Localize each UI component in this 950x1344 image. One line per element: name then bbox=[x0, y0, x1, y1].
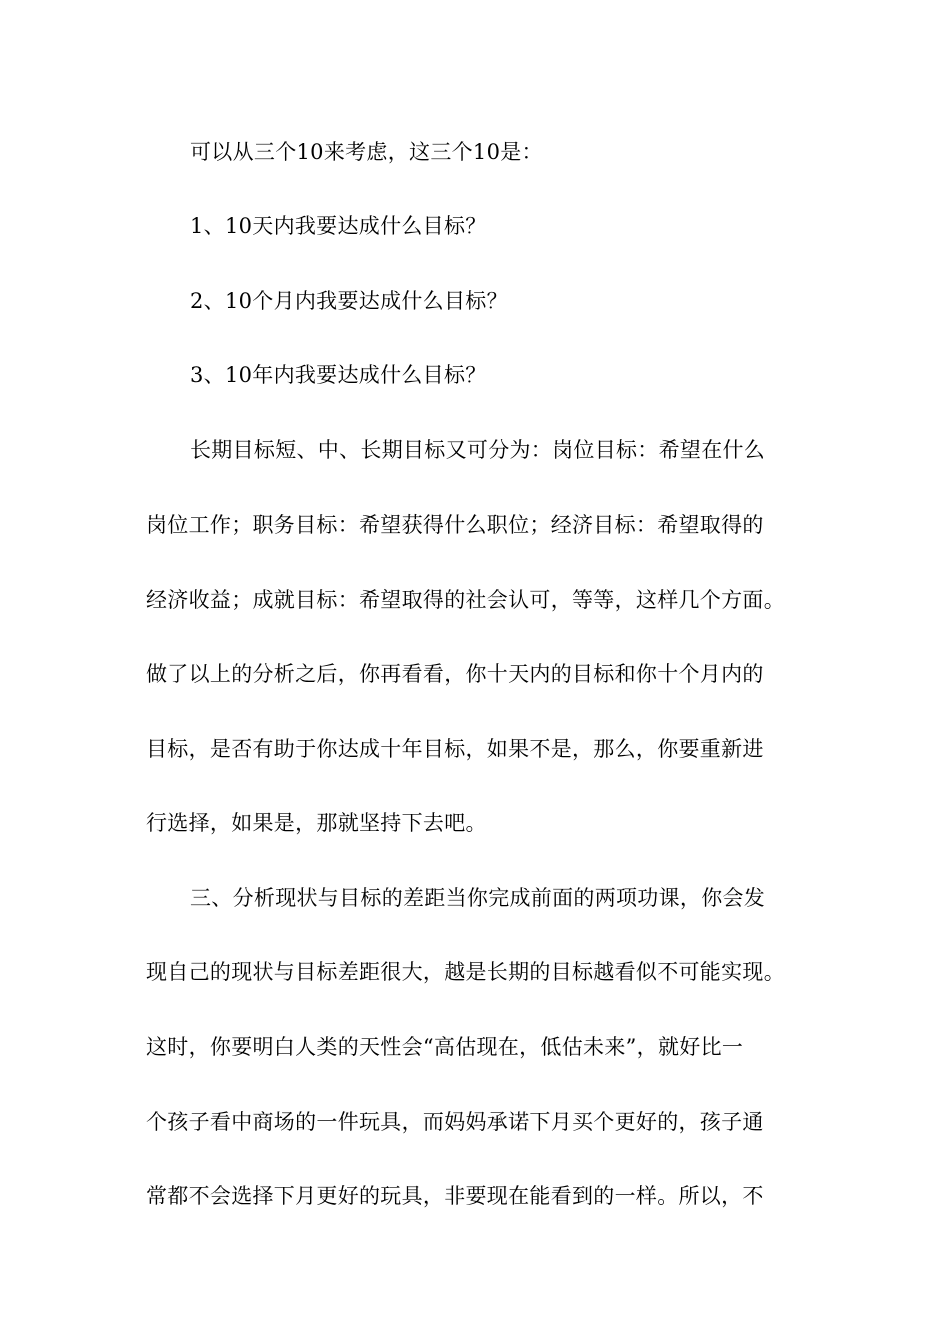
section-heading-line: 三、分析现状与目标的差距当你完成前面的两项功课，你会发 bbox=[190, 886, 766, 910]
paragraph-line: 个孩子看中商场的一件玩具，而妈妈承诺下月买个更好的，孩子通 bbox=[146, 1110, 764, 1134]
paragraph-line: 岗位工作；职务目标：希望获得什么职位；经济目标：希望取得的 bbox=[146, 513, 764, 537]
paragraph-line: 做了以上的分析之后，你再看看，你十天内的目标和你十个月内的 bbox=[146, 662, 764, 686]
paragraph-line: 常都不会选择下月更好的玩具，非要现在能看到的一样。所以，不 bbox=[146, 1184, 764, 1208]
paragraph-line: 经济收益；成就目标：希望取得的社会认可，等等，这样几个方面。 bbox=[146, 588, 785, 612]
paragraph-line: 行选择，如果是，那就坚持下去吧。 bbox=[146, 811, 487, 835]
list-item-3: 3、10年内我要达成什么目标？ bbox=[190, 363, 487, 387]
paragraph-line: 长期目标短、中、长期目标又可分为：岗位目标：希望在什么 bbox=[190, 438, 766, 462]
paragraph-line: 目标，是否有助于你达成十年目标，如果不是，那么，你要重新进 bbox=[146, 737, 764, 761]
paragraph-line-intro: 可以从三个10来考虑，这三个10是： bbox=[190, 140, 543, 164]
list-item-1: 1、10天内我要达成什么目标？ bbox=[190, 214, 487, 238]
list-item-2: 2、10个月内我要达成什么目标？ bbox=[190, 289, 508, 313]
paragraph-line: 现自己的现状与目标差距很大，越是长期的目标越看似不可能实现。 bbox=[146, 960, 785, 984]
paragraph-line: 这时，你要明白人类的天性会“高估现在，低估未来”，就好比一 bbox=[146, 1035, 744, 1059]
